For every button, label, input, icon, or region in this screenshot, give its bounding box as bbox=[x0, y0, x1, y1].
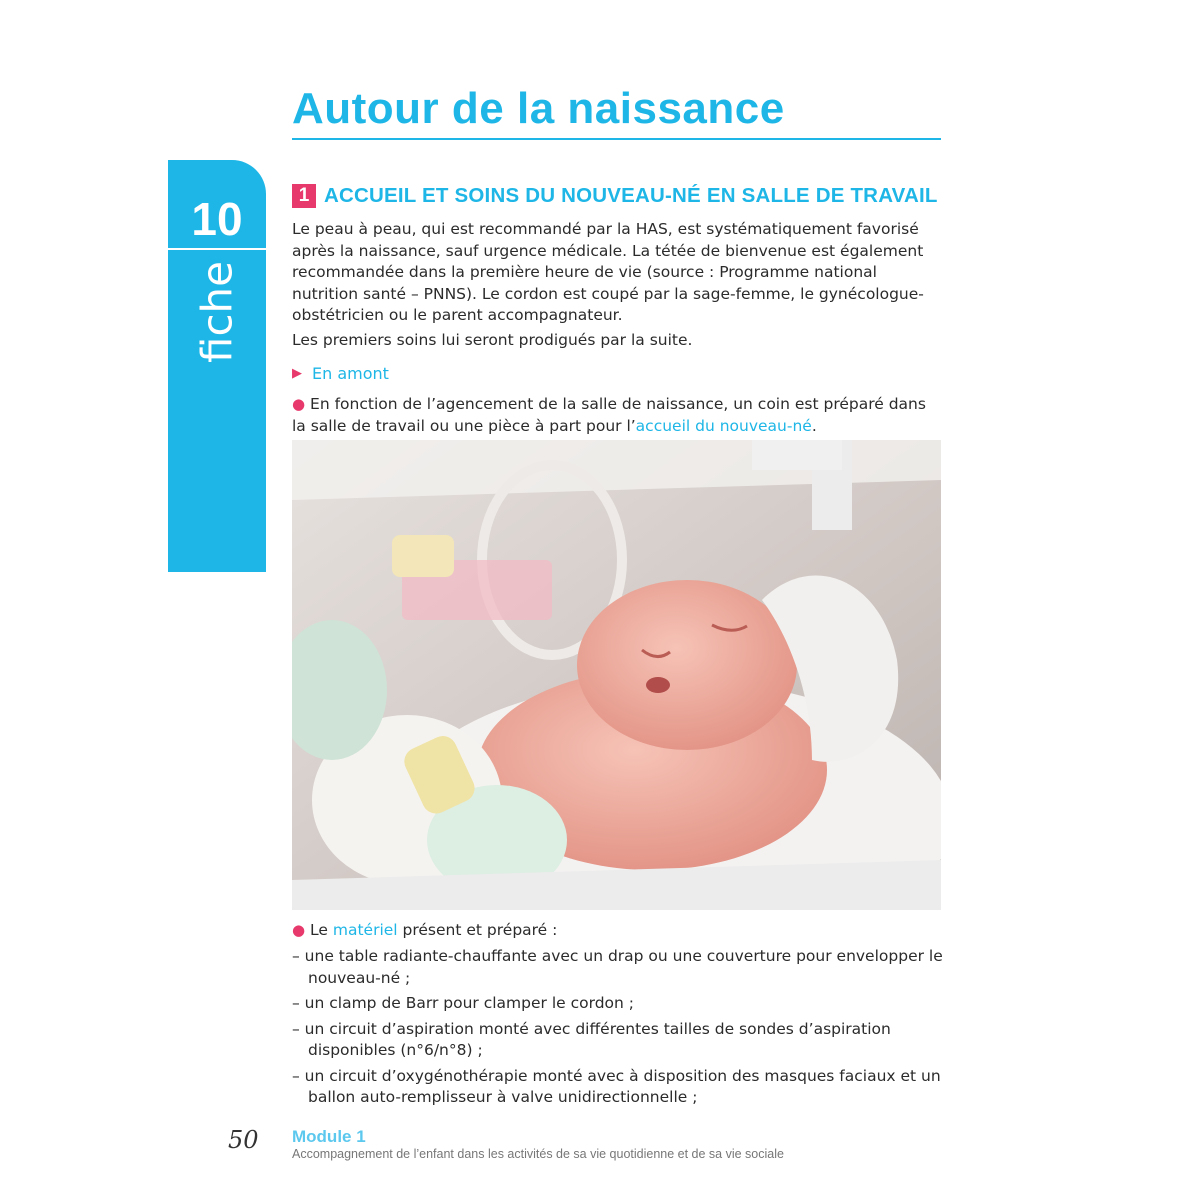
module-subtitle: Accompagnement de l’enfant dans les activités de sa vie quotidienne et de sa vie sociale bbox=[292, 1147, 784, 1161]
highlight-term: matériel bbox=[332, 921, 398, 939]
bullet-dot-icon: ● bbox=[292, 395, 306, 413]
section-heading bbox=[292, 184, 938, 208]
bullet-paragraph-2 bbox=[292, 920, 944, 942]
subsection-title: En amont bbox=[312, 364, 389, 383]
section-title: ACCUEIL ET SOINS DU NOUVEAU-NÉ EN SALLE DE TRAVAIL bbox=[324, 184, 938, 207]
list-item: – une table radiante-chauffante avec un drap ou une couverture pour envelopper le nouveau-né ; bbox=[292, 947, 943, 987]
bullet-text: En fonction de l’agencement de la salle de naissance, un coin est préparé dans la salle de travail ou une pièce à part pour l’ bbox=[292, 395, 926, 435]
module-title: Module 1 bbox=[292, 1127, 366, 1146]
page-number: 50 bbox=[228, 1126, 259, 1154]
bullet-dot-icon: ● bbox=[292, 921, 306, 939]
newborn-photo bbox=[292, 440, 941, 910]
intro-followup: Les premiers soins lui seront prodigués par la suite. bbox=[292, 331, 693, 349]
fiche-label: fiche bbox=[192, 260, 242, 364]
triangle-bullet-icon: ▶ bbox=[292, 366, 302, 381]
section-number: 1 bbox=[292, 184, 316, 208]
photo-illustration bbox=[292, 440, 941, 910]
fiche-number: 10 bbox=[191, 193, 243, 245]
list-item: – un circuit d’oxygénothérapie monté avec à disposition des masques faciaux et un ballon auto-remplisseur à valve unidirectionnelle ; bbox=[292, 1066, 941, 1106]
subsection-heading bbox=[292, 364, 389, 383]
list-item: – un clamp de Barr pour clamper le cordon ; bbox=[292, 994, 634, 1012]
bullet-paragraph-1 bbox=[292, 394, 944, 437]
highlight-term: accueil du nouveau-né bbox=[635, 416, 812, 435]
bullet-suffix: présent et préparé : bbox=[397, 921, 558, 939]
title-underline bbox=[292, 138, 941, 140]
fiche-divider bbox=[168, 248, 266, 250]
list-item: – un circuit d’aspiration monté avec différentes tailles de sondes d’aspiration disponibles (n°6/n°8) ; bbox=[292, 1019, 891, 1059]
bullet-prefix: Le bbox=[310, 921, 333, 939]
page-title: Autour de la naissance bbox=[292, 84, 785, 133]
intro-paragraph: Le peau à peau, qui est recommandé par la HAS, est systématiquement favorisé après la naissance, sauf urgence médicale. La tétée de bienvenue est également recommandée dans la première heure de vie (source : Programme national nutrition santé – PNNS). Le cordon est coupé par la sage-femme, le gynécologue-obstétricien ou le parent accompagnateur. bbox=[292, 220, 924, 324]
bullet-end: . bbox=[811, 416, 817, 435]
materials-list bbox=[292, 946, 944, 1113]
